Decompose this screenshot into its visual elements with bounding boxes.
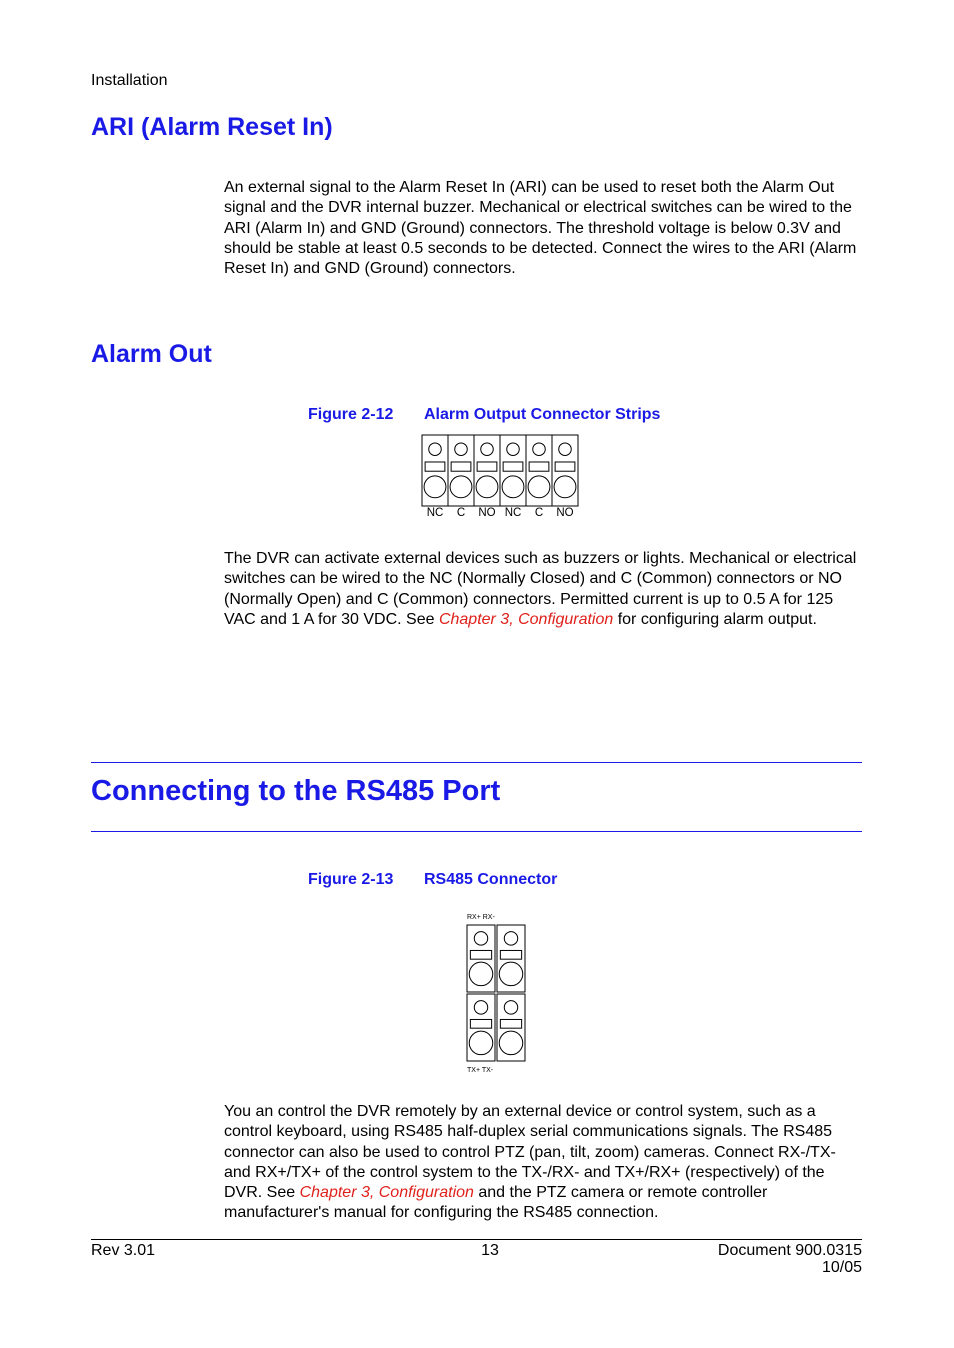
heading-rule-bottom: [91, 831, 862, 832]
rs485-paragraph: [224, 1102, 864, 1224]
chapter-3-link[interactable]: Chapter 3, Configuration: [438, 610, 614, 628]
figure-number: Figure 2-13: [308, 871, 394, 888]
alarm-output-connector-diagram: [418, 432, 580, 522]
wire-slot: [425, 462, 445, 471]
wire-slot: [500, 950, 521, 959]
pin-label: C: [534, 507, 544, 519]
chapter-3-link[interactable]: Chapter 3, Configuration: [299, 1184, 474, 1202]
wire-slot: [470, 950, 491, 959]
figure-title: Alarm Output Connector Strips: [424, 406, 661, 423]
figure-number: Figure 2-12: [308, 406, 394, 423]
pin-label: NO: [556, 507, 574, 519]
wire-slot: [470, 1019, 491, 1028]
wire-hole: [450, 476, 472, 498]
wire-slot: [555, 462, 575, 471]
figure-caption-2-12: [308, 406, 660, 424]
section-heading-alarm-out: Alarm Out: [91, 340, 212, 368]
paragraph-text: for configuring alarm output.: [613, 610, 817, 628]
wire-slot: [503, 462, 523, 471]
section-heading-rs485: Connecting to the RS485 Port: [91, 775, 501, 807]
pin-label: NC: [426, 507, 444, 519]
screw-head: [533, 443, 545, 455]
section-heading-ari: ARI (Alarm Reset In): [91, 113, 333, 141]
wire-slot: [529, 462, 549, 471]
footer-date: 10/05: [821, 1259, 862, 1276]
wire-hole: [424, 476, 446, 498]
screw-head: [429, 443, 441, 455]
screw-head: [455, 443, 467, 455]
paragraph-text: You an control the DVR remotely by an external device or control system, such as a control keyboard, using RS485 half-duplex serial communications signals. The RS485 connector can also be used to control PTZ (pan, tilt, zoom) cameras. Connect RX-/TX- and RX+/TX+ of the control system to the TX-/RX- and TX+/RX+ (respectively) of the DVR. See: [224, 1103, 836, 1202]
footer-rule: [91, 1239, 862, 1240]
footer-page-number: 13: [481, 1242, 499, 1259]
paragraph-text: The DVR can activate external devices such as buzzers or lights. Mechanical or electrical switches can be wired to the NC (Normally Closed) and C (Common) connectors or NO (Normally Open) and C (Common) connectors. Permitted current is up to 0.5 A for 125 VAC and 1 A for 30 VDC. See: [224, 550, 857, 628]
footer-document-number: Document 900.0315: [717, 1242, 862, 1259]
pin-label: NC: [504, 507, 522, 519]
footer-document: [600, 1242, 862, 1276]
screw-head: [504, 932, 517, 945]
wire-hole: [528, 476, 550, 498]
wire-slot: [477, 462, 497, 471]
footer-revision: Rev 3.01: [91, 1242, 156, 1259]
figure-title: RS485 Connector: [424, 871, 558, 888]
alarm-out-paragraph: [224, 549, 864, 630]
wire-hole: [499, 962, 523, 986]
wire-hole: [469, 1031, 493, 1055]
ari-paragraph: An external signal to the Alarm Reset In (ARI) can be used to reset both the Alarm Out signal and the DVR internal buzzer. Mechanical or electrical switches can be wired to the ARI (Alarm In) and GND (Ground) connectors. The threshold voltage is below 0.3V and should be stable at least 0.5 seconds to be detected. Connect the wires to the ARI (Alarm Reset In) and GND (Ground) connectors.: [224, 179, 857, 278]
rs485-connector-diagram: [462, 905, 530, 1077]
screw-head: [559, 443, 571, 455]
screw-head: [474, 1001, 487, 1014]
rx-pin-label: RX+ RX-: [467, 914, 495, 921]
wire-hole: [499, 1031, 523, 1055]
screw-head: [481, 443, 493, 455]
screw-head: [507, 443, 519, 455]
figure-caption-2-13: [308, 871, 557, 889]
pin-label: C: [456, 507, 466, 519]
wire-hole: [554, 476, 576, 498]
wire-hole: [476, 476, 498, 498]
screw-head: [474, 932, 487, 945]
tx-pin-label: TX+ TX-: [467, 1067, 494, 1074]
wire-hole: [469, 962, 493, 986]
running-header: Installation: [91, 72, 168, 89]
pin-label: NO: [478, 507, 496, 519]
wire-slot: [500, 1019, 521, 1028]
paragraph-text: and the PTZ camera or remote controller manufacturer's manual for configuring the RS485 connection.: [224, 1184, 768, 1222]
screw-head: [504, 1001, 517, 1014]
heading-rule-top: [91, 762, 862, 763]
wire-hole: [502, 476, 524, 498]
wire-slot: [451, 462, 471, 471]
